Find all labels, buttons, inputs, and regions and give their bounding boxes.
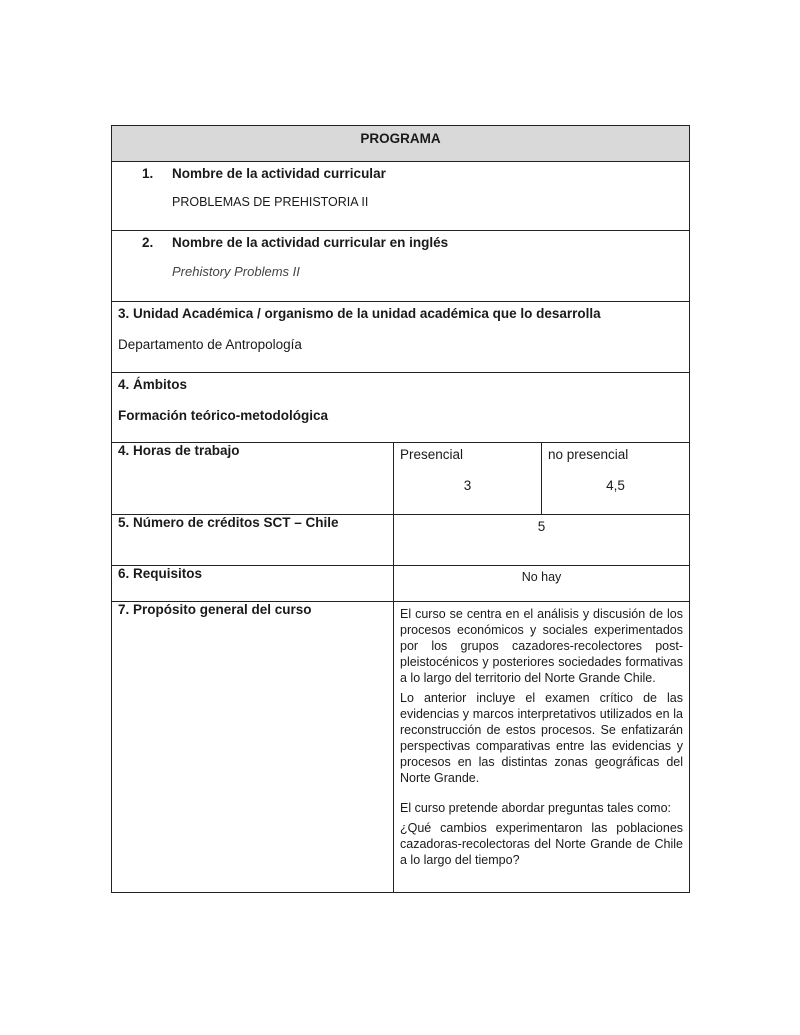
presencial-label: Presencial — [400, 447, 464, 462]
course-name-number: 1. — [142, 166, 154, 181]
row-purpose — [112, 602, 690, 893]
presencial-cell — [394, 443, 542, 515]
credits-value: 5 — [537, 519, 546, 534]
academic-unit-value: Departamento de Antropología — [118, 337, 302, 352]
credits-cell — [394, 515, 690, 566]
row-course-name-english — [112, 231, 690, 302]
row-work-hours — [112, 443, 690, 515]
row-credits — [112, 515, 690, 566]
course-name-english-number: 2. — [142, 235, 154, 250]
program-title: PROGRAMA — [360, 131, 441, 146]
row-requirements — [112, 566, 690, 602]
row-course-name — [112, 162, 690, 231]
no-presencial-value: 4,5 — [606, 478, 625, 493]
program-header — [112, 126, 690, 162]
work-hours-label: 4. Horas de trabajo — [112, 443, 394, 515]
purpose-cell — [394, 602, 690, 893]
row-scopes — [112, 373, 690, 443]
purpose-paragraph: Lo anterior incluye el examen crítico de las evidencias y marcos interpretativos utilizados en la reconstrucción de estos procesos. Se enfatizarán perspectivas comparativas entre las evidencias y procesos en las distintas zonas geográficas del Norte Grande. — [400, 691, 684, 785]
course-name-cell — [112, 162, 690, 231]
requirements-value: No hay — [521, 570, 562, 584]
academic-unit-label: 3. Unidad Académica / organismo de la unidad académica que lo desarrolla — [118, 306, 601, 321]
no-presencial-cell — [542, 443, 690, 515]
course-name-english-value: Prehistory Problems II — [172, 264, 300, 279]
course-name-value: PROBLEMAS DE PREHISTORIA II — [172, 195, 369, 209]
scopes-label: 4. Ámbitos — [118, 377, 188, 392]
course-name-english-heading — [118, 231, 683, 250]
course-name-label: Nombre de la actividad curricular — [172, 166, 386, 181]
header-row — [112, 126, 690, 162]
purpose-paragraph: ¿Qué cambios experimentaron las poblaciones cazadoras-recolectoras del Norte Grande de Chile a lo largo del tiempo? — [400, 821, 684, 867]
course-name-english-cell — [112, 231, 690, 302]
purpose-paragraph: El curso pretende abordar preguntas tales como: — [400, 801, 671, 815]
presencial-value: 3 — [463, 478, 472, 493]
credits-label: 5. Número de créditos SCT – Chile — [112, 515, 394, 566]
requirements-cell — [394, 566, 690, 602]
purpose-paragraph: El curso se centra en el análisis y discusión de los procesos económicos y sociales experimentados por los grupos cazadores-recolectores post-pleistocénicos y posteriores sociedades formativas a lo largo del territorio del Norte Grande Chile. — [400, 607, 684, 685]
academic-unit-cell — [112, 302, 690, 373]
course-name-english-label: Nombre de la actividad curricular en inglés — [172, 235, 449, 250]
requirements-label: 6. Requisitos — [112, 566, 394, 602]
scopes-value: Formación teórico-metodológica — [118, 408, 329, 423]
course-name-heading — [118, 162, 683, 181]
row-academic-unit — [112, 302, 690, 373]
scopes-cell — [112, 373, 690, 443]
no-presencial-label: no presencial — [548, 447, 629, 462]
program-table — [111, 125, 690, 893]
purpose-label: 7. Propósito general del curso — [112, 602, 394, 893]
